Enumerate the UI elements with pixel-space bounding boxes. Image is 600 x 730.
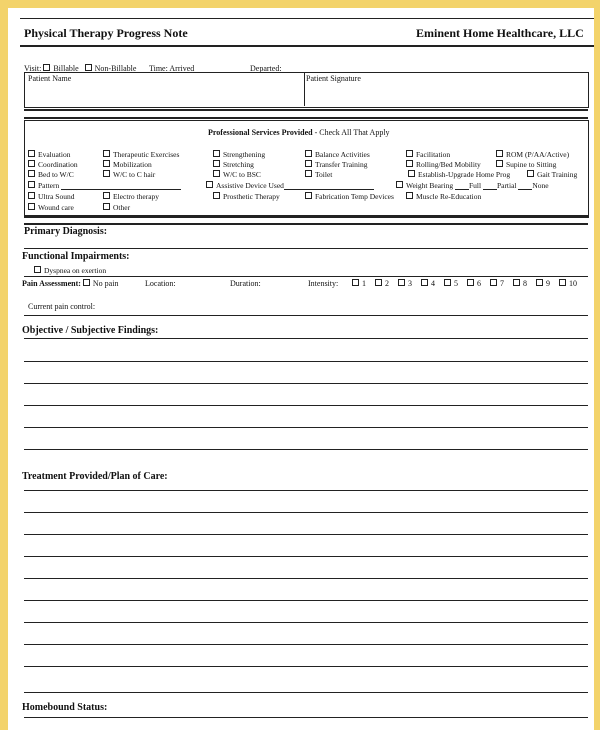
intensity-8[interactable]: 8 <box>513 279 527 288</box>
intensity-3[interactable]: 3 <box>398 279 412 288</box>
primary-diagnosis-label: Primary Diagnosis: <box>24 226 108 237</box>
header-divider <box>20 45 594 47</box>
line <box>24 534 588 535</box>
patient-box-divider <box>304 72 305 106</box>
form-title: Physical Therapy Progress Note <box>24 26 188 40</box>
line <box>24 248 588 249</box>
billable-label: Billable <box>53 64 79 73</box>
patient-signature-field[interactable]: Patient Signature <box>306 74 361 83</box>
billable-checkbox[interactable] <box>43 64 50 71</box>
no-pain-checkbox[interactable] <box>83 279 90 286</box>
patient-name-field[interactable]: Patient Name <box>28 74 72 83</box>
svc-pattern[interactable]: Pattern <box>28 181 181 190</box>
location-label: Location: <box>145 279 176 288</box>
svc-bed-to-wc[interactable]: Bed to W/C <box>28 170 74 179</box>
svc-therapeutic-exercises[interactable]: Therapeutic Exercises <box>103 150 179 159</box>
intensity-7[interactable]: 7 <box>490 279 504 288</box>
svc-assistive-device[interactable]: Assistive Device Used <box>206 181 374 190</box>
svc-mobilization[interactable]: Mobilization <box>103 160 152 169</box>
departed-label: Departed: <box>250 64 282 73</box>
svc-rom[interactable]: ROM (P/AA/Active) <box>496 150 569 159</box>
svc-weight-bearing[interactable]: Weight Bearing Full Partial None <box>396 181 549 190</box>
svc-balance-activities[interactable]: Balance Activities <box>305 150 370 159</box>
line <box>24 427 588 428</box>
svc-facilitation[interactable]: Facilitation <box>406 150 450 159</box>
intensity-label: Intensity: <box>308 279 339 288</box>
section-bar-1 <box>24 109 588 119</box>
svc-prosthetic-therapy[interactable]: Prosthetic Therapy <box>213 192 280 201</box>
non-billable-label: Non-Billable <box>94 64 137 73</box>
line <box>24 717 588 718</box>
line <box>24 383 588 384</box>
line <box>24 490 588 491</box>
svc-muscle-reeducation[interactable]: Muscle Re-Education <box>406 192 481 201</box>
svc-stretching[interactable]: Stretching <box>213 160 254 169</box>
svc-toilet[interactable]: Toilet <box>305 170 332 179</box>
line <box>24 405 588 406</box>
functional-impairments-label: Functional Impairments: <box>22 251 130 262</box>
line <box>24 556 588 557</box>
svc-strengthening[interactable]: Strengthening <box>213 150 265 159</box>
section-bar-2 <box>24 215 588 225</box>
svc-gait-training[interactable]: Gait Training <box>527 170 577 179</box>
line <box>24 600 588 601</box>
treatment-plan-label: Treatment Provided/Plan of Care: <box>22 471 168 482</box>
dyspnea-checkbox[interactable]: Dyspnea on exertion <box>34 266 106 275</box>
header-top-border <box>20 18 594 19</box>
intensity-4[interactable]: 4 <box>421 279 435 288</box>
line <box>24 276 588 277</box>
svc-transfer-training[interactable]: Transfer Training <box>305 160 367 169</box>
line <box>24 338 588 339</box>
line <box>24 578 588 579</box>
pain-assessment-label: Pain Assessment: <box>22 279 81 288</box>
intensity-5[interactable]: 5 <box>444 279 458 288</box>
line <box>24 622 588 623</box>
svc-establish-home-prog[interactable]: Establish-Upgrade Home Prog <box>408 170 510 179</box>
svc-other[interactable]: Other <box>103 203 130 212</box>
services-heading-bold: Professional Services Provided <box>208 128 313 137</box>
line <box>24 449 588 450</box>
current-pain-control-label: Current pain control: <box>28 302 96 311</box>
duration-label: Duration: <box>230 279 261 288</box>
time-arrived-label: Time: Arrived <box>149 64 195 73</box>
svc-ultra-sound[interactable]: Ultra Sound <box>28 192 74 201</box>
svc-wound-care[interactable]: Wound care <box>28 203 74 212</box>
progress-note-form <box>8 8 594 730</box>
svc-wc-to-bsc[interactable]: W/C to BSC <box>213 170 261 179</box>
company-name: Eminent Home Healthcare, LLC <box>416 26 584 40</box>
svc-evaluation[interactable]: Evaluation <box>28 150 71 159</box>
intensity-10[interactable]: 10 <box>559 279 577 288</box>
svc-electro-therapy[interactable]: Electro therapy <box>103 192 159 201</box>
intensity-6[interactable]: 6 <box>467 279 481 288</box>
services-heading <box>208 128 390 137</box>
svc-fabrication[interactable]: Fabrication Temp Devices <box>305 192 394 201</box>
line <box>24 666 588 667</box>
intensity-2[interactable]: 2 <box>375 279 389 288</box>
visit-label: Visit: <box>24 64 42 73</box>
line <box>24 644 588 645</box>
intensity-1[interactable]: 1 <box>352 279 366 288</box>
line <box>24 315 588 316</box>
svc-supine-to-sitting[interactable]: Supine to Sitting <box>496 160 556 169</box>
svc-wc-to-chair[interactable]: W/C to C hair <box>103 170 155 179</box>
line <box>24 361 588 362</box>
intensity-9[interactable]: 9 <box>536 279 550 288</box>
non-billable-checkbox[interactable] <box>85 64 92 71</box>
objective-findings-label: Objective / Subjective Findings: <box>22 325 159 336</box>
line <box>24 692 588 693</box>
svc-rolling-bed-mobility[interactable]: Rolling/Bed Mobility <box>406 160 481 169</box>
pain-assessment-row: Pain Assessment: No pain <box>22 279 119 288</box>
homebound-status-label: Homebound Status: <box>22 702 108 713</box>
svc-coordination[interactable]: Coordination <box>28 160 78 169</box>
services-heading-suffix: - Check All That Apply <box>312 128 390 137</box>
line <box>24 512 588 513</box>
